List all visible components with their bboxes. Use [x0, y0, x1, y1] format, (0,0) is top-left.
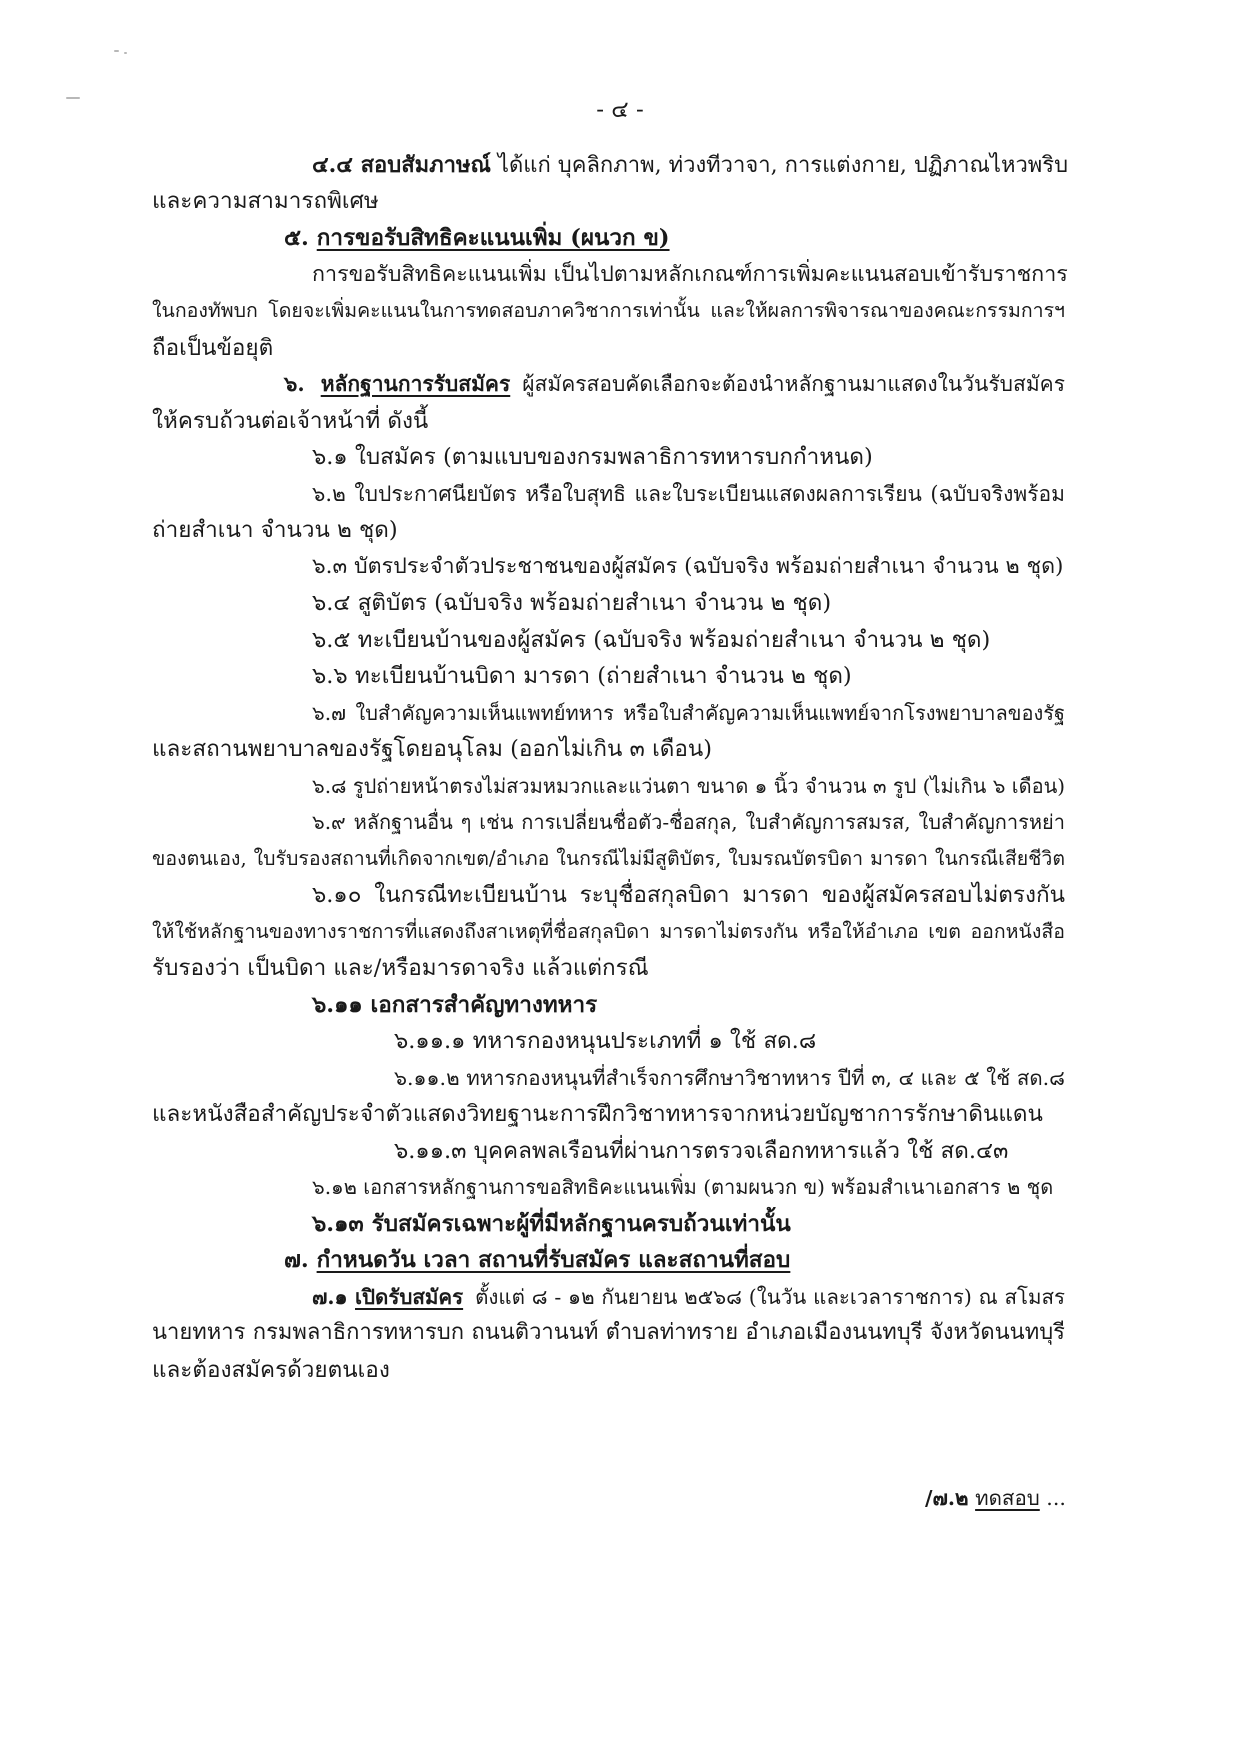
- sec-6-cont: ให้ครบถ้วนต่อเจ้าหน้าที่ ดังนี้: [152, 408, 429, 434]
- sec-7-1-number: ๗.๑: [312, 1285, 348, 1309]
- item-6-10: ๖.๑๐ ในกรณีทะเบียนบ้าน ระบุชื่อสกุลบิดา มารดา ของผู้สมัครสอบไม่ตรงกัน: [312, 882, 1065, 908]
- continuation-number: ๗.๒: [932, 1486, 969, 1510]
- item-6-9: ๖.๙ หลักฐานอื่น ๆ เช่น การเปลี่ยนชื่อตัว-ชื่อสกุล, ใบสำคัญการสมรส, ใบสำคัญการหย่า: [312, 810, 1065, 834]
- sec-5-line: [284, 220, 670, 256]
- sec-6-number: ๖.: [284, 371, 305, 396]
- item-6-8: ๖.๘ รูปถ่ายหน้าตรงไม่สวมหมวกและแว่นตา ขนาด ๑ นิ้ว จำนวน ๓ รูป (ไม่เกิน ๖ เดือน): [312, 774, 1066, 798]
- sec-4-4-cont: และความสามารถพิเศษ: [152, 188, 379, 214]
- item-6-10-cont-2: รับรองว่า เป็นบิดา และ/หรือมารดาจริง แล้วแต่กรณี: [152, 955, 649, 981]
- sec-5-text-line-2: ในกองทัพบก โดยจะเพิ่มคะแนนในการทดสอบภาควิชาการเท่านั้น และให้ผลการพิจารณาของคณะกรรมการฯ: [152, 299, 1065, 322]
- page-number: - ๔ -: [596, 97, 644, 123]
- sec-7-heading: กำหนดวัน เวลา สถานที่รับสมัคร และสถานที่สอบ: [316, 1247, 791, 1273]
- sec-4-4-text: ได้แก่ บุคลิกภาพ, ท่วงทีวาจา, การแต่งกาย, ปฏิภาณไหวพริบ: [490, 153, 1069, 178]
- sec-5-text-line-3: ถือเป็นข้อยุติ: [152, 335, 274, 361]
- sec-5-text-line-1: การขอรับสิทธิคะแนนเพิ่ม เป็นไปตามหลักเกณฑ์การเพิ่มคะแนนสอบเข้ารับราชการ: [312, 262, 1068, 287]
- sec-6-text: ผู้สมัครสอบคัดเลือกจะต้องนำหลักฐานมาแสดงในวันรับสมัคร: [522, 372, 1065, 396]
- continuation-prefix: /: [925, 1486, 933, 1510]
- item-6-13: ๖.๑๓ รับสมัครเฉพาะผู้ที่มีหลักฐานครบถ้วนเท่านั้น: [312, 1211, 791, 1237]
- item-6-11-1: ๖.๑๑.๑ ทหารกองหนุนประเภทที่ ๑ ใช้ สด.๘: [394, 1028, 817, 1054]
- scan-speck: [114, 50, 119, 52]
- item-6-12: ๖.๑๒ เอกสารหลักฐานการขอสิทธิคะแนนเพิ่ม (ตามผนวก ข) พร้อมสำเนาเอกสาร ๒ ชุด: [312, 1175, 1054, 1199]
- sec-7-1-line: [312, 1279, 1065, 1315]
- item-6-11-2-cont: และหนังสือสำคัญประจำตัวแสดงวิทยฐานะการฝึกวิชาทหารจากหน่วยบัญชาการรักษาดินแดน: [152, 1101, 1043, 1127]
- continuation-label: ทดสอบ: [975, 1486, 1040, 1510]
- continuation-ellipsis: ...: [1039, 1486, 1066, 1510]
- sec-7-line: [284, 1242, 790, 1278]
- sec-7-1-cont-1: นายทหาร กรมพลาธิการทหารบก ถนนติวานนท์ ตำบลท่าทราย อำเภอเมืองนนทบุรี จังหวัดนนทบุรี: [152, 1320, 1065, 1345]
- sec-5-heading: การขอรับสิทธิคะแนนเพิ่ม (ผนวก ข): [316, 225, 670, 251]
- item-6-4: ๖.๔ สูติบัตร (ฉบับจริง พร้อมถ่ายสำเนา จำนวน ๒ ชุด): [312, 590, 832, 616]
- item-6-11-3: ๖.๑๑.๓ บุคคลพลเรือนที่ผ่านการตรวจเลือกทหารแล้ว ใช้ สด.๔๓: [394, 1138, 1009, 1164]
- sec-7-number: ๗.: [284, 1247, 309, 1273]
- continuation-marker: [925, 1480, 1066, 1516]
- item-6-3: ๖.๓ บัตรประจำตัวประชาชนของผู้สมัคร (ฉบับจริง พร้อมถ่ายสำเนา จำนวน ๒ ชุด): [312, 554, 1064, 579]
- item-6-2-cont: ถ่ายสำเนา จำนวน ๒ ชุด): [152, 517, 398, 543]
- item-6-7-cont: และสถานพยาบาลของรัฐโดยอนุโลม (ออกไม่เกิน ๓ เดือน): [152, 736, 713, 762]
- sec-7-1-cont-2: และต้องสมัครด้วยตนเอง: [152, 1357, 390, 1383]
- item-6-2: ๖.๒ ใบประกาศนียบัตร หรือใบสุทธิ และใบระเบียนแสดงผลการเรียน (ฉบับจริงพร้อม: [312, 482, 1065, 506]
- scan-speck: [124, 52, 127, 54]
- sec-7-1-text: ตั้งแต่ ๘ - ๑๒ กันยายน ๒๕๖๘ (ในวัน และเวลาราชการ) ณ สโมสร: [475, 1285, 1066, 1309]
- item-6-5: ๖.๕ ทะเบียนบ้านของผู้สมัคร (ฉบับจริง พร้อมถ่ายสำเนา จำนวน ๒ ชุด): [312, 627, 991, 653]
- item-6-11: ๖.๑๑ เอกสารสำคัญทางทหาร: [312, 992, 598, 1018]
- item-6-6: ๖.๖ ทะเบียนบ้านบิดา มารดา (ถ่ายสำเนา จำนวน ๒ ชุด): [312, 663, 852, 689]
- sec-6-heading: หลักฐานการรับสมัคร: [320, 371, 511, 396]
- item-6-10-cont-1: ให้ใช้หลักฐานของทางราชการที่แสดงถึงสาเหตุที่ชื่อสกุลบิดา มารดาไม่ตรงกัน หรือให้อำเภอ เขต ออกหนังสือ: [152, 920, 1065, 943]
- item-6-1: ๖.๑ ใบสมัคร (ตามแบบของกรมพลาธิการทหารบกกำหนด): [312, 444, 873, 470]
- sec-7-1-heading: เปิดรับสมัคร: [355, 1285, 464, 1309]
- sec-4-4-heading: ๔.๔ สอบสัมภาษณ์: [312, 152, 491, 178]
- sec-6-line: [284, 366, 1065, 402]
- sec-4-4-line: [312, 147, 1069, 183]
- sec-5-number: ๕.: [284, 225, 309, 251]
- item-6-9-cont: ของตนเอง, ใบรับรองสถานที่เกิดจากเขต/อำเภอ ในกรณีไม่มีสูติบัตร, ใบมรณบัตรบิดา มารดา ในกรณีเสียชีวิต: [152, 847, 1065, 870]
- item-6-7: ๖.๗ ใบสำคัญความเห็นแพทย์ทหาร หรือใบสำคัญความเห็นแพทย์จากโรงพยาบาลของรัฐ: [312, 701, 1065, 725]
- item-6-11-2: ๖.๑๑.๒ ทหารกองหนุนที่สำเร็จการศึกษาวิชาทหาร ปีที่ ๓, ๔ และ ๕ ใช้ สด.๘: [394, 1066, 1065, 1090]
